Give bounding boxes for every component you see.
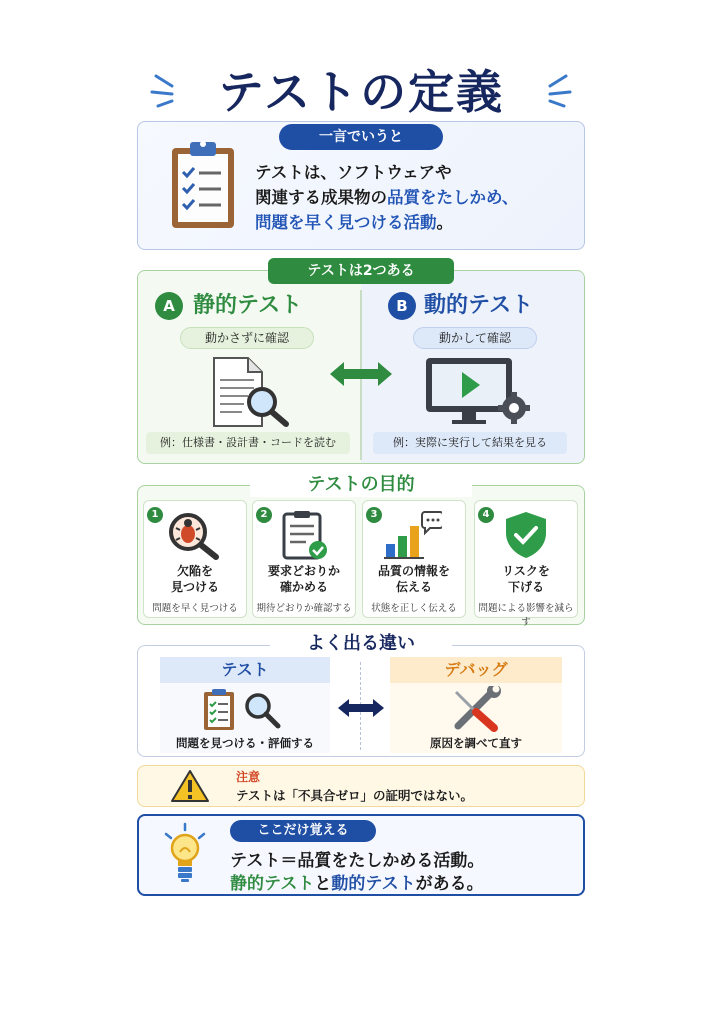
purpose-number: 4 <box>478 507 494 523</box>
dynamic-test-title: 動的テスト <box>424 293 534 318</box>
purpose-main-line2: 下げる <box>507 580 544 594</box>
definition-line3-highlight: 問題を早く見つける活動 <box>255 213 437 232</box>
definition-line2-pre: 関連する成果物の <box>255 188 387 207</box>
definition-line3-post: 。 <box>436 213 453 232</box>
dynamic-test-subtitle: 動かして確認 <box>413 327 537 349</box>
summary-line1: テスト＝品質をたしかめる活動。 <box>230 851 485 871</box>
debug-column-description: 原因を調べて直す <box>430 736 522 750</box>
purpose-main-line1: 要求どおりか <box>267 564 340 578</box>
badge-b: B <box>388 292 416 320</box>
static-test-subtitle: 動かさずに確認 <box>180 327 314 349</box>
test-column-head: テスト <box>160 657 330 683</box>
double-arrow-icon <box>328 360 394 388</box>
debug-column-head: デバッグ <box>390 657 562 683</box>
caution-label: 注意 <box>236 770 261 784</box>
definition-line3 <box>255 210 575 235</box>
purpose-sub: 期待どおりか確認する <box>256 603 352 614</box>
warning-icon <box>170 769 210 803</box>
purpose-main-line1: 品質の情報を <box>377 564 450 578</box>
test-column-description: 問題を見つける・評価する <box>176 736 314 750</box>
page-title: テストの定義 <box>217 65 505 119</box>
caution-text: テストは「不具合ゼロ」の証明ではない。 <box>236 788 474 803</box>
document-magnifier-icon <box>208 356 294 428</box>
static-test-title: 静的テスト <box>193 293 303 318</box>
definition-line1: テストは、ソフトウェアや <box>255 163 452 182</box>
purpose-main-line2: 見つける <box>170 580 219 594</box>
shield-check-icon <box>497 510 555 560</box>
monitor-play-gear-icon <box>424 356 532 426</box>
dynamic-test-example: 例：実際に実行して結果を見る <box>373 432 567 454</box>
purpose-title: テストの目的 <box>250 473 472 497</box>
badge-a: A <box>155 292 183 320</box>
purpose-main <box>474 563 578 595</box>
clipboard-check-icon <box>276 510 334 560</box>
emphasis-lines-icon <box>536 70 572 110</box>
purpose-main-line1: リスクを <box>502 564 550 578</box>
purpose-sub: 問題を早く見つける <box>152 603 238 614</box>
purpose-main-line1: 欠陥を <box>176 564 213 578</box>
purpose-sub: 問題による影響を減らす <box>478 603 574 628</box>
test-types-label: テストは2つある <box>268 258 454 284</box>
clipboard-magnifier-icon <box>198 688 288 732</box>
clipboard-checklist-icon <box>168 138 238 230</box>
bar-chart-speech-icon <box>384 510 442 560</box>
purpose-number: 2 <box>256 507 272 523</box>
summary-end: がある。 <box>415 874 484 894</box>
wrench-screwdriver-icon <box>448 686 504 732</box>
difference-title: よく出る違い <box>270 632 452 656</box>
static-test-example: 例：仕様書・設計書・コードを読む <box>146 432 350 454</box>
purpose-main <box>362 563 466 595</box>
purpose-main <box>143 563 247 595</box>
purpose-sub: 状態を正しく伝える <box>371 603 457 614</box>
definition-text <box>255 160 575 235</box>
summary-line2 <box>230 869 484 894</box>
purpose-number: 3 <box>366 507 382 523</box>
summary-static-test: 静的テスト <box>230 874 315 894</box>
double-arrow-icon <box>336 697 386 719</box>
purpose-number: 1 <box>147 507 163 523</box>
purpose-main <box>252 563 356 595</box>
summary-label: ここだけ覚える <box>230 820 376 842</box>
definition-line2-highlight: 品質をたしかめ、 <box>387 188 519 207</box>
summary-connector: と <box>314 874 332 894</box>
purpose-main-line2: 確かめる <box>279 580 328 594</box>
definition-label: 一言でいうと <box>279 124 443 150</box>
purpose-main-line2: 伝える <box>395 580 432 594</box>
summary-dynamic-test: 動的テスト <box>331 874 416 894</box>
bug-magnifier-icon <box>166 510 224 560</box>
definition-line2 <box>255 185 575 210</box>
lightbulb-icon <box>160 822 210 884</box>
